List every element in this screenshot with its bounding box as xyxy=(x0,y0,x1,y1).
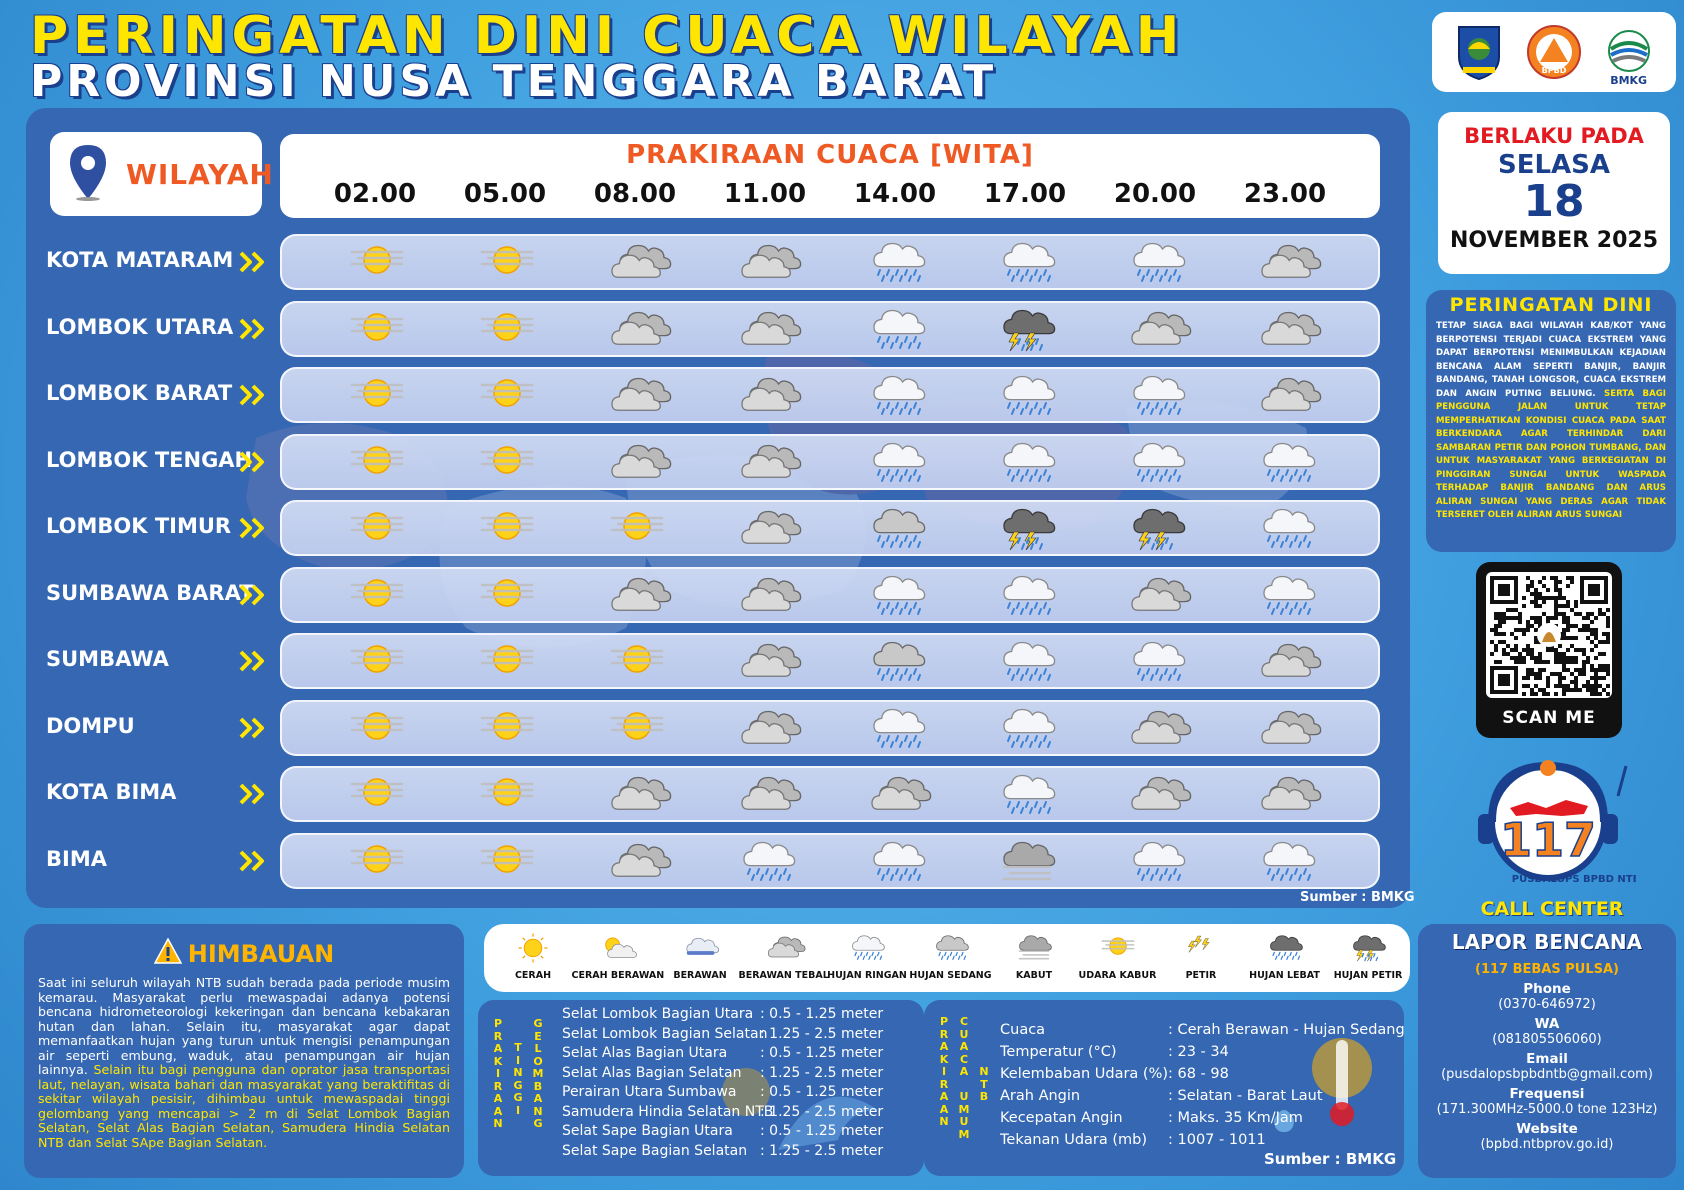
berawan-tebal-icon xyxy=(732,637,802,687)
general-parameter-name: Arah Angin xyxy=(1000,1088,1081,1104)
region-name-sumbawa: SUMBAWA xyxy=(46,647,169,671)
berawan-tebal-icon xyxy=(732,704,802,754)
hujan-ringan-icon xyxy=(822,930,912,970)
udara-kabur-icon xyxy=(472,305,542,355)
double-chevron-right-icon xyxy=(238,782,268,806)
hujan-ringan-icon xyxy=(992,637,1062,687)
wave-area-name: Selat Sape Bagian Selatan xyxy=(562,1142,748,1159)
call-center-ring-text: PUSDALOPS BPBD NTB xyxy=(1511,874,1636,885)
hujan-ringan-icon xyxy=(992,371,1062,421)
legend-label: UDARA KABUR xyxy=(1078,970,1157,981)
legend-label: HUJAN SEDANG xyxy=(909,970,992,981)
time-column-1700: 17.00 xyxy=(983,179,1067,209)
region-name-kota-mataram: KOTA MATARAM xyxy=(46,248,234,272)
validity-box xyxy=(1438,112,1670,274)
wave-height-value: : 0.5 - 1.25 meter xyxy=(760,1084,884,1100)
berawan-tebal-icon xyxy=(602,438,672,488)
call-center-label: CALL CENTER xyxy=(1480,898,1624,920)
qr-code[interactable] xyxy=(1476,562,1622,738)
wave-height-value: : 0.5 - 1.25 meter xyxy=(760,1045,884,1061)
hujan-ringan-icon xyxy=(732,837,802,887)
forecast-time-header xyxy=(280,134,1380,218)
wave-height-value: : 1.25 - 2.5 meter xyxy=(760,1064,884,1081)
forecast-row-lombok-barat xyxy=(280,367,1380,423)
cerah-icon xyxy=(488,930,578,970)
validity-day: SELASA xyxy=(1497,150,1611,180)
udara-kabur-icon xyxy=(472,504,542,554)
page-title: PERINGATAN DINI CUACA WILAYAH xyxy=(30,6,1185,66)
hujan-ringan-icon xyxy=(862,238,932,288)
legend-label: CERAH BERAWAN xyxy=(571,970,665,981)
qr-label: SCAN ME xyxy=(1502,708,1596,728)
udara-kabur-icon xyxy=(342,238,412,288)
hujan-sedang-icon xyxy=(906,930,996,970)
udara-kabur-icon xyxy=(1073,930,1163,970)
legend-label: HUJAN RINGAN xyxy=(827,970,907,981)
time-column-2300: 23.00 xyxy=(1243,179,1327,209)
udara-kabur-icon xyxy=(472,770,542,820)
berawan-tebal-icon xyxy=(862,770,932,820)
kabut-icon xyxy=(992,837,1062,887)
wa-value[interactable]: (081805506060) xyxy=(1492,1032,1602,1047)
double-chevron-right-icon xyxy=(238,716,268,740)
hujan-lebat-icon xyxy=(1240,930,1330,970)
double-chevron-right-icon xyxy=(238,583,268,607)
report-title: LAPOR BENCANA xyxy=(1451,930,1643,954)
region-name-lombok-barat: LOMBOK BARAT xyxy=(46,381,233,405)
udara-kabur-icon xyxy=(342,637,412,687)
legend-item-berawan xyxy=(655,930,745,981)
udara-kabur-icon xyxy=(342,371,412,421)
legend-label: BERAWAN xyxy=(673,970,727,981)
weather-legend xyxy=(484,924,1410,992)
wave-vertical-label-1: P R A K I R A A N xyxy=(493,1017,503,1130)
hujan-ringan-icon xyxy=(1122,637,1192,687)
wave-forecast-box xyxy=(478,1000,924,1176)
udara-kabur-icon xyxy=(342,837,412,887)
udara-kabur-icon xyxy=(342,770,412,820)
wave-height-value: : 0.5 - 1.25 meter xyxy=(760,1123,884,1139)
general-parameter-value: : 68 - 98 xyxy=(1168,1066,1229,1082)
legend-item-hujan-ringan xyxy=(822,930,912,981)
svg-text:BPBD: BPBD xyxy=(1541,66,1567,75)
region-name-dompu: DOMPU xyxy=(46,713,135,738)
hujan-petir-icon xyxy=(1323,930,1413,970)
wa-label: WA xyxy=(1534,1016,1560,1032)
general-parameter-value: : Maks. 35 Km/Jam xyxy=(1168,1110,1303,1126)
time-column-0500: 05.00 xyxy=(463,179,547,209)
general-vertical-label-3: N T B xyxy=(979,1065,989,1103)
kabut-icon xyxy=(989,930,1079,970)
general-source-label: Sumber : BMKG xyxy=(1264,1150,1397,1168)
ntb-emblem-icon xyxy=(1450,21,1508,83)
forecast-row-bima xyxy=(280,833,1380,889)
phone-label: Phone xyxy=(1523,981,1571,997)
wave-height-value: : 1.25 - 2.5 meter xyxy=(760,1142,884,1159)
berawan-tebal-icon xyxy=(602,571,672,621)
legend-item-udara-kabur xyxy=(1073,930,1163,981)
hujan-ringan-icon xyxy=(992,238,1062,288)
hujan-ringan-icon xyxy=(1122,371,1192,421)
berawan-tebal-icon xyxy=(1252,637,1322,687)
frequency-value: (171.300MHz-5000.0 tone 123Hz) xyxy=(1436,1102,1658,1117)
hujan-petir-icon xyxy=(992,305,1062,355)
legend-item-hujan-petir xyxy=(1323,930,1413,981)
double-chevron-right-icon xyxy=(238,383,268,407)
udara-kabur-icon xyxy=(472,438,542,488)
legend-item-hujan-lebat xyxy=(1240,930,1330,981)
berawan-tebal-icon xyxy=(1252,371,1322,421)
udara-kabur-icon xyxy=(472,637,542,687)
early-warning-text-highlight: SERTA BAGI PENGGUNA JALAN UNTUK TETAP MEMPERHATIKAN KONDISI CUACA PADA SAAT BERKENDARA AGAR TERHINDAR DARI SAMBARAN PETIR DAN POHON TUMBANG, DAN UNTUK MASYARAKAT YANG BERKEGIATAN DI PINGGIRAN SUNGAI UNTUK WASPADA TERHADAP BANJIR BANDANG DAN ARUS ALIRAN SUNGAI YANG DERAS AGAR TIDAK TERSERET OLEH ALIRAN ARUS SUNGAI xyxy=(1436,388,1666,520)
berawan-tebal-icon xyxy=(1252,305,1322,355)
advisory-box xyxy=(24,924,464,1178)
forecast-row-sumbawa xyxy=(280,633,1380,689)
berawan-tebal-icon xyxy=(1122,704,1192,754)
berawan-tebal-icon xyxy=(602,305,672,355)
wave-vertical-label-2: T I N G G I xyxy=(513,1041,523,1117)
toll-free-label: (117 BEBAS PULSA) xyxy=(1475,962,1619,977)
wave-area-name: Perairan Utara Sumbawa xyxy=(562,1084,737,1100)
hujan-ringan-icon xyxy=(862,371,932,421)
general-parameter-value: : 23 - 34 xyxy=(1168,1044,1229,1060)
berawan-tebal-icon xyxy=(602,770,672,820)
forecast-row-lombok-tengah xyxy=(280,434,1380,490)
berawan-tebal-icon xyxy=(602,837,672,887)
udara-kabur-icon xyxy=(472,571,542,621)
double-chevron-right-icon xyxy=(238,250,268,274)
cerah-berawan-icon xyxy=(572,930,662,970)
udara-kabur-icon xyxy=(472,704,542,754)
time-column-0200: 02.00 xyxy=(333,179,417,209)
hujan-ringan-icon xyxy=(1122,837,1192,887)
region-name-kota-bima: KOTA BIMA xyxy=(46,780,177,804)
udara-kabur-icon xyxy=(602,504,672,554)
wave-area-name: Samudera Hindia Selatan NTB xyxy=(562,1103,774,1120)
hujan-ringan-icon xyxy=(862,305,932,355)
hujan-ringan-icon xyxy=(992,704,1062,754)
general-parameter-name: Cuaca xyxy=(1000,1022,1046,1038)
legend-label: BERAWAN TEBAL xyxy=(738,970,829,981)
bpbd-logo-icon xyxy=(1525,21,1583,83)
berawan-tebal-icon xyxy=(1252,238,1322,288)
time-column-1100: 11.00 xyxy=(723,179,807,209)
berawan-tebal-icon xyxy=(602,238,672,288)
forecast-row-sumbawa-barat xyxy=(280,567,1380,623)
hujan-petir-icon xyxy=(992,504,1062,554)
general-parameter-value: : 1007 - 1011 xyxy=(1168,1132,1266,1148)
hujan-ringan-icon xyxy=(862,438,932,488)
legend-label: KABUT xyxy=(1015,970,1053,981)
wave-area-name: Selat Alas Bagian Selatan xyxy=(562,1064,742,1081)
contact-box xyxy=(1418,924,1676,1178)
email-value[interactable]: (pusdalopsbpbdntb@gmail.com) xyxy=(1441,1067,1653,1082)
general-parameter-name: Kelembaban Udara (%) xyxy=(1000,1066,1169,1082)
forecast-row-kota-mataram xyxy=(280,234,1380,290)
petir-icon xyxy=(1156,930,1246,970)
double-chevron-right-icon xyxy=(238,317,268,341)
region-name-bima: BIMA xyxy=(46,846,107,871)
legend-label: CERAH xyxy=(514,970,552,981)
advisory-title-row xyxy=(38,938,450,970)
hujan-ringan-icon xyxy=(992,770,1062,820)
wave-height-value: : 0.5 - 1.25 meter xyxy=(760,1006,884,1022)
legend-item-cerah xyxy=(488,930,578,981)
berawan-tebal-icon xyxy=(1122,571,1192,621)
region-header xyxy=(50,132,274,216)
wave-area-name: Selat Alas Bagian Utara xyxy=(562,1045,728,1061)
website-label: Website xyxy=(1516,1121,1578,1137)
wave-area-name: Selat Sape Bagian Utara xyxy=(562,1123,733,1139)
logo-strip xyxy=(1432,12,1676,92)
wave-height-value: : 1.25 - 2.5 meter xyxy=(760,1025,884,1042)
legend-item-cerah-berawan xyxy=(571,930,665,981)
hujan-ringan-icon xyxy=(862,704,932,754)
berawan-tebal-icon xyxy=(1122,770,1192,820)
berawan-icon xyxy=(655,930,745,970)
early-warning-text xyxy=(1436,320,1666,523)
location-pin-icon xyxy=(68,143,108,205)
qr-code-image xyxy=(1486,572,1612,698)
berawan-tebal-icon xyxy=(1252,770,1322,820)
general-parameter-value: : Cerah Berawan - Hujan Sedang xyxy=(1168,1022,1405,1038)
phone-value[interactable]: (0370-646972) xyxy=(1498,997,1596,1012)
double-chevron-right-icon xyxy=(238,649,268,673)
general-forecast-box xyxy=(924,1000,1404,1176)
website-value[interactable]: (bpbd.ntbprov.go.id) xyxy=(1480,1137,1614,1152)
call-center-emblem xyxy=(1466,756,1636,896)
udara-kabur-icon xyxy=(602,637,672,687)
hujan-sedang-icon xyxy=(862,637,932,687)
berawan-tebal-icon xyxy=(1122,305,1192,355)
udara-kabur-icon xyxy=(342,704,412,754)
hujan-ringan-icon xyxy=(1252,504,1322,554)
validity-month-year: NOVEMBER 2025 xyxy=(1449,228,1659,253)
email-label: Email xyxy=(1526,1051,1568,1067)
forecast-title: PRAKIRAAN CUACA [WITA] xyxy=(626,140,1034,170)
hujan-ringan-icon xyxy=(992,571,1062,621)
hujan-sedang-icon xyxy=(862,504,932,554)
berawan-tebal-icon xyxy=(739,930,829,970)
advisory-text-main: Saat ini seluruh wilayah NTB sudah berada pada periode musim kemarau. Masyarakat perlu mewaspadai adanya potensi bencana hidrometeorologi kekeringan dan bencana kebakaran hutan dan lahan. Selain itu, masyarakat agar dapat memanfaatkan hujan yang turun untuk mengisi penampungan air seperti embung, waduk, atau penampungan air hujan lainnya. xyxy=(38,975,450,1077)
double-chevron-right-icon xyxy=(238,516,268,540)
hujan-ringan-icon xyxy=(1252,837,1322,887)
udara-kabur-icon xyxy=(472,371,542,421)
legend-label: HUJAN LEBAT xyxy=(1249,970,1320,981)
udara-kabur-icon xyxy=(472,238,542,288)
region-name-lombok-tengah: LOMBOK TENGAH xyxy=(46,447,253,472)
validity-label: BERLAKU PADA xyxy=(1464,124,1644,148)
wave-area-name: Selat Lombok Bagian Utara xyxy=(562,1006,754,1022)
general-parameter-name: Tekanan Udara (mb) xyxy=(1000,1132,1148,1148)
call-center-number: 117 xyxy=(1499,813,1597,867)
forecast-row-dompu xyxy=(280,700,1380,756)
hujan-ringan-icon xyxy=(1122,238,1192,288)
legend-item-berawan-tebal xyxy=(739,930,829,981)
page-subtitle: PROVINSI NUSA TENGGARA BARAT xyxy=(30,56,998,107)
time-column-2000: 20.00 xyxy=(1113,179,1197,209)
udara-kabur-icon xyxy=(342,504,412,554)
legend-label: PETIR xyxy=(1185,970,1217,981)
general-parameter-value: : Selatan - Barat Laut xyxy=(1168,1088,1323,1104)
berawan-tebal-icon xyxy=(602,371,672,421)
region-header-label: WILAYAH xyxy=(126,157,274,191)
bmkg-logo-icon xyxy=(1600,21,1658,87)
berawan-tebal-icon xyxy=(732,504,802,554)
hujan-ringan-icon xyxy=(1252,438,1322,488)
hujan-ringan-icon xyxy=(1122,438,1192,488)
bmkg-logo-text: BMKG xyxy=(1610,74,1648,87)
validity-date: 18 xyxy=(1523,176,1585,227)
hujan-ringan-icon xyxy=(992,438,1062,488)
wave-area-name: Selat Lombok Bagian Selatan xyxy=(562,1025,768,1042)
udara-kabur-icon xyxy=(602,704,672,754)
hujan-petir-icon xyxy=(1122,504,1192,554)
early-warning-box xyxy=(1426,290,1676,552)
time-column-0800: 08.00 xyxy=(593,179,677,209)
region-name-lombok-timur: LOMBOK TIMUR xyxy=(46,514,232,538)
general-parameter-name: Kecepatan Angin xyxy=(1000,1110,1123,1126)
frequency-label: Frequensi xyxy=(1509,1086,1585,1102)
warning-triangle-icon xyxy=(154,938,182,970)
berawan-tebal-icon xyxy=(732,238,802,288)
berawan-tebal-icon xyxy=(732,371,802,421)
double-chevron-right-icon xyxy=(238,849,268,873)
advisory-text xyxy=(38,976,450,1150)
advisory-title: HIMBAUAN xyxy=(187,940,335,968)
udara-kabur-icon xyxy=(472,837,542,887)
hujan-ringan-icon xyxy=(862,571,932,621)
udara-kabur-icon xyxy=(342,305,412,355)
hujan-ringan-icon xyxy=(862,837,932,887)
double-chevron-right-icon xyxy=(238,450,268,474)
region-name-lombok-utara: LOMBOK UTARA xyxy=(46,314,234,339)
udara-kabur-icon xyxy=(342,438,412,488)
wave-height-value: : 1.25 - 2.5 meter xyxy=(760,1103,884,1120)
legend-item-kabut xyxy=(989,930,1079,981)
time-column-1400: 14.00 xyxy=(853,179,937,209)
berawan-tebal-icon xyxy=(1252,704,1322,754)
berawan-tebal-icon xyxy=(732,770,802,820)
berawan-tebal-icon xyxy=(732,305,802,355)
forecast-row-lombok-timur xyxy=(280,500,1380,556)
wave-vertical-label-3: G E L O M B A N G xyxy=(532,1017,544,1130)
early-warning-text-main: TETAP SIAGA BAGI WILAYAH KAB/KOT YANG BERPOTENSI TERJADI CUACA EKSTREM YANG DAPAT BERPOTENSI MENIMBULKAN KEJADIAN BENCANA ALAM SEPERTI BANJIR, BANJIR BANDANG, TANAH LONGSOR, CUACA EKSTREM DAN ANGIN PUTING BELIUNG. xyxy=(1436,321,1666,399)
general-vertical-label-2: C U A C A U M U M xyxy=(958,1015,970,1141)
region-name-sumbawa-barat: SUMBAWA BARAT xyxy=(46,580,254,605)
advisory-text-highlight: Selain itu bagi pengguna dan oprator jasa transportasi laut, nelayan, wisata bahari dan masyarakat yang beraktifitas di sekitar wilayah pesisir, dihimbau untuk mewaspadai tinggi gelombang yang mencapai > 2 m di Selat Lombok Bagian Selatan, Selat Alas Bagian Selatan, Samudera Hindia Selatan NTB dan Selat SApe Bagian Selatan. xyxy=(38,1062,450,1150)
hujan-ringan-icon xyxy=(1252,571,1322,621)
legend-item-hujan-sedang xyxy=(906,930,996,981)
legend-label: HUJAN PETIR xyxy=(1333,970,1403,981)
legend-item-petir xyxy=(1156,930,1246,981)
berawan-tebal-icon xyxy=(732,438,802,488)
forecast-row-lombok-utara xyxy=(280,301,1380,357)
berawan-tebal-icon xyxy=(732,571,802,621)
general-parameter-name: Temperatur (°C) xyxy=(1000,1044,1117,1060)
forecast-row-kota-bima xyxy=(280,766,1380,822)
source-label: Sumber : BMKG xyxy=(1300,890,1415,905)
early-warning-title: PERINGATAN DINI xyxy=(1449,294,1653,316)
general-vertical-label-1: P R A K I R A A N xyxy=(939,1015,949,1128)
udara-kabur-icon xyxy=(342,571,412,621)
